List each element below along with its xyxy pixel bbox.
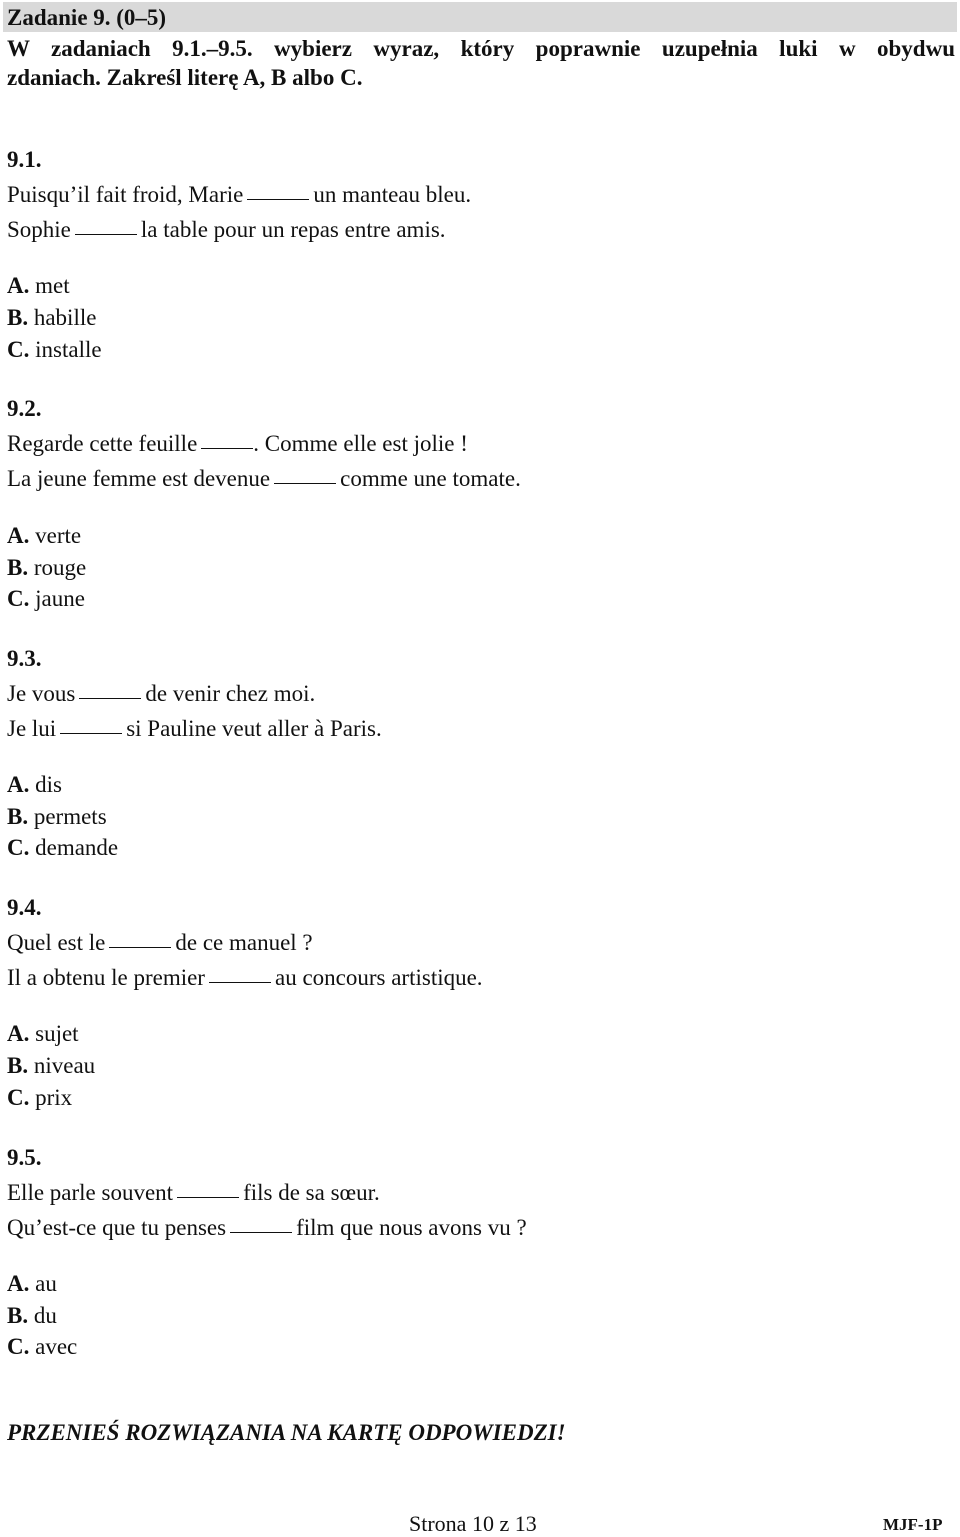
sentence-2: [7, 716, 382, 742]
sentence-text: comme une tomate.: [340, 466, 521, 491]
sentence-text: Qu’est-ce que tu penses: [7, 1215, 227, 1240]
answer-gap: [60, 732, 122, 734]
sentence-2: [7, 1215, 527, 1241]
option-letter: B.: [7, 1053, 29, 1078]
answer-gap: [209, 981, 271, 983]
sentence-1: [7, 431, 468, 457]
sentence-2: [7, 965, 483, 991]
sentence-text: si Pauline veut aller à Paris.: [126, 716, 382, 741]
option-c[interactable]: [7, 1085, 72, 1111]
task-number: 9.3.: [7, 646, 42, 671]
exam-code: MJF-1P: [883, 1515, 943, 1534]
sentence-1: [7, 1180, 380, 1206]
option-letter: C.: [7, 337, 30, 362]
instruction-line-2: zdaniach. Zakreśl literę A, B albo C.: [7, 65, 363, 90]
option-letter: B.: [7, 555, 29, 580]
option-letter: C.: [7, 835, 30, 860]
answer-gap: [109, 946, 171, 948]
task-title: Zadanie 9. (0–5): [7, 5, 167, 30]
option-text: permets: [33, 804, 107, 829]
option-letter: B.: [7, 1303, 29, 1328]
answer-gap: [274, 482, 336, 484]
option-text: met: [35, 273, 70, 298]
option-letter: C.: [7, 1085, 30, 1110]
answer-gap: [177, 1196, 239, 1198]
option-c[interactable]: [7, 337, 102, 363]
page-number: Strona 10 z 13: [409, 1511, 537, 1536]
option-text: verte: [35, 523, 82, 548]
option-text: habille: [33, 305, 97, 330]
option-b[interactable]: [7, 555, 86, 581]
sentence-text: de venir chez moi.: [145, 681, 316, 706]
option-text: prix: [35, 1085, 73, 1110]
option-a[interactable]: [7, 1021, 79, 1047]
option-letter: C.: [7, 1334, 30, 1359]
sentence-text: . Comme elle est jolie !: [253, 431, 468, 456]
sentence-1: [7, 681, 315, 707]
sentence-text: Elle parle souvent: [7, 1180, 174, 1205]
sentence-text: fils de sa sœur.: [243, 1180, 380, 1205]
option-a[interactable]: [7, 772, 62, 798]
sentence-text: Je vous: [7, 681, 76, 706]
option-letter: A.: [7, 523, 30, 548]
sentence-1: [7, 930, 313, 956]
sentence-text: Quel est le: [7, 930, 106, 955]
option-b[interactable]: [7, 305, 96, 331]
sentence-text: Il a obtenu le premier: [7, 965, 205, 990]
sentence-1: [7, 182, 471, 208]
option-text: avec: [35, 1334, 78, 1359]
option-text: demande: [35, 835, 119, 860]
task-number: 9.5.: [7, 1145, 42, 1170]
task-number: 9.2.: [7, 396, 42, 421]
sentence-text: la table pour un repas entre amis.: [140, 217, 446, 242]
task-header: [3, 2, 957, 32]
option-a[interactable]: [7, 273, 70, 299]
sentence-text: un manteau bleu.: [313, 182, 472, 207]
task-number: 9.4.: [7, 895, 42, 920]
option-text: dis: [35, 772, 62, 797]
option-text: installe: [35, 337, 102, 362]
option-letter: A.: [7, 1021, 30, 1046]
option-letter: B.: [7, 305, 29, 330]
answer-gap: [230, 1231, 292, 1233]
sentence-text: au concours artistique.: [274, 965, 483, 990]
instruction-line-1: W zadaniach 9.1.–9.5. wybierz wyraz, który poprawnie uzupełnia luki w obydwu: [7, 36, 955, 61]
sentence-text: film que nous avons vu ?: [296, 1215, 527, 1240]
option-text: jaune: [35, 586, 85, 611]
option-a[interactable]: [7, 523, 81, 549]
option-c[interactable]: [7, 1334, 77, 1360]
answer-gap: [75, 233, 137, 235]
option-a[interactable]: [7, 1271, 57, 1297]
option-text: au: [35, 1271, 57, 1296]
sentence-text: Puisqu’il fait froid, Marie: [7, 182, 244, 207]
option-letter: A.: [7, 772, 30, 797]
option-c[interactable]: [7, 835, 118, 861]
task-number: 9.1.: [7, 147, 42, 172]
option-text: du: [33, 1303, 57, 1328]
option-letter: C.: [7, 586, 30, 611]
task-instruction: [7, 34, 955, 92]
sentence-text: La jeune femme est devenue: [7, 466, 271, 491]
answer-gap: [247, 198, 309, 200]
sentence-text: de ce manuel ?: [175, 930, 313, 955]
sentence-text: Je lui: [7, 716, 57, 741]
option-text: sujet: [35, 1021, 79, 1046]
option-b[interactable]: [7, 804, 107, 830]
option-c[interactable]: [7, 586, 85, 612]
option-b[interactable]: [7, 1053, 95, 1079]
transfer-answers-note: PRZENIEŚ ROZWIĄZANIA NA KARTĘ ODPOWIEDZI!: [7, 1420, 566, 1445]
option-letter: A.: [7, 1271, 30, 1296]
sentence-text: Sophie: [7, 217, 71, 242]
sentence-2: [7, 466, 521, 492]
option-letter: A.: [7, 273, 30, 298]
option-text: rouge: [33, 555, 87, 580]
option-letter: B.: [7, 804, 29, 829]
option-text: niveau: [33, 1053, 96, 1078]
sentence-2: [7, 217, 446, 243]
answer-gap: [201, 447, 253, 449]
option-b[interactable]: [7, 1303, 57, 1329]
answer-gap: [79, 697, 141, 699]
sentence-text: Regarde cette feuille: [7, 431, 198, 456]
